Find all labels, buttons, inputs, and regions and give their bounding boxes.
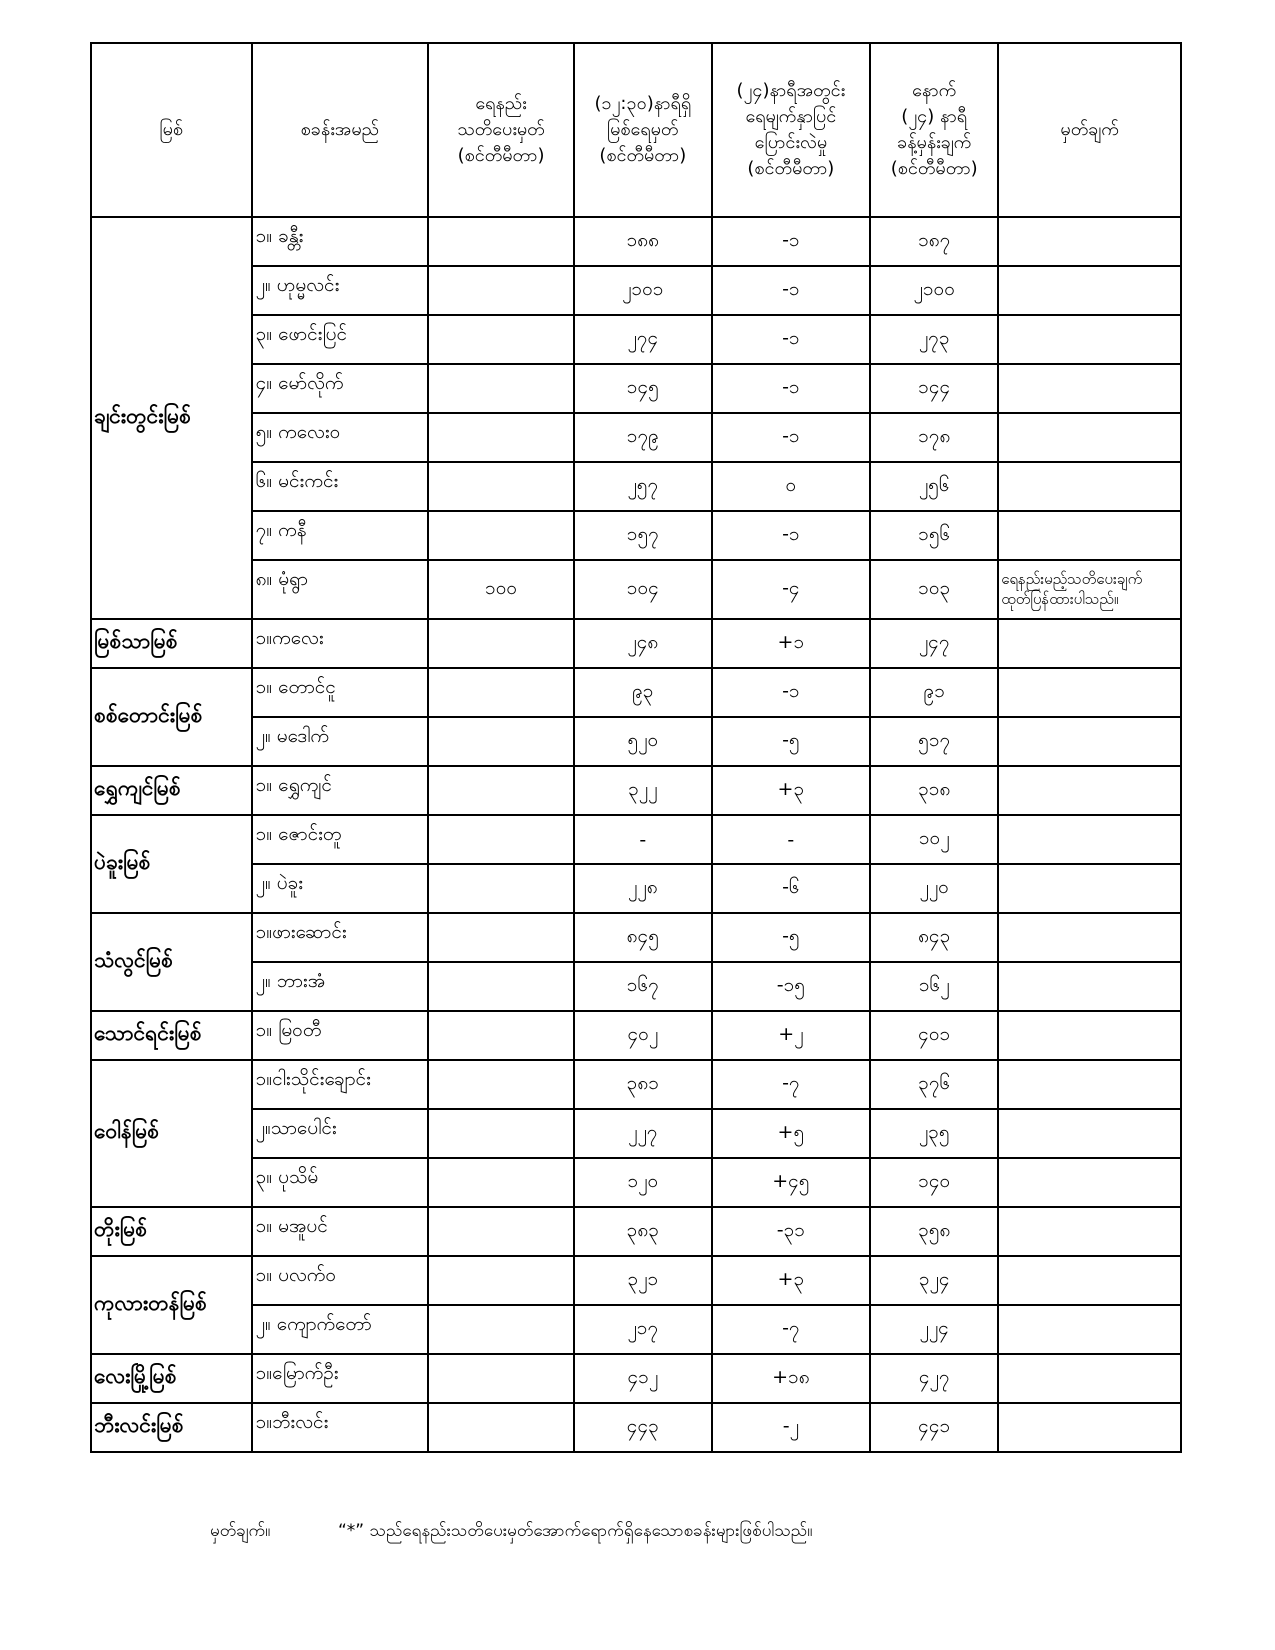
table-row [91,717,1181,766]
change-cell: +၃ [712,1256,871,1305]
footnote [210,1520,812,1545]
current-level-cell: ၈၄၅ [574,913,712,962]
table-row [91,560,1181,619]
current-level-cell: ၂၂၇ [574,1109,712,1158]
header-24h-forecast-line: (စင်တီမီတာ) [890,158,978,180]
remark-cell [998,1403,1181,1452]
low-warning-cell [428,1011,574,1060]
low-warning-cell [428,315,574,364]
low-warning-cell [428,815,574,864]
forecast-cell: ၅၁၇ [870,717,998,766]
remark-cell [998,1109,1181,1158]
river-name: ကုလားတန်မြစ် [91,1256,252,1354]
current-level-cell: ၃၈၃ [574,1207,712,1256]
header-24h-change-line: ပြောင်းလဲမှု [754,132,828,153]
table-row [91,668,1181,717]
river-name: သံလွင်မြစ် [91,913,252,1011]
table-row [91,913,1181,962]
header-low-warning-line: ရေနည်း [475,92,527,114]
change-cell: -၆ [712,864,871,913]
change-cell: -၇ [712,1305,871,1354]
table-row [91,1354,1181,1403]
river-name: တိုးမြစ် [91,1207,252,1256]
remark-cell [998,1305,1181,1354]
forecast-cell: ၄၂၇ [870,1354,998,1403]
station-name: ၂။ ကျောက်တော် [252,1305,428,1354]
remark-cell [998,560,1181,619]
forecast-cell: ၁၄၄ [870,364,998,413]
forecast-cell: ၄၀၁ [870,1011,998,1060]
current-level-cell: ၁၆၇ [574,962,712,1011]
header-current-level-line: မြစ်ရေမှတ် [607,118,679,140]
change-cell: -၄ [712,560,871,619]
forecast-cell: ၁၆၂ [870,962,998,1011]
river-name: ချင်းတွင်းမြစ် [91,217,252,619]
remark-cell [998,266,1181,315]
table-row [91,266,1181,315]
table-row [91,1403,1181,1452]
header-24h-forecast-line: ခန့်မှန်းချက် [897,132,972,153]
station-name: ၁။ဘီးလင်း [252,1403,428,1452]
station-name: ၇။ ကနီ [252,511,428,560]
current-level-cell: ၁၀၄ [574,560,712,619]
header-current-level-line: (၁၂:၃၀)နာရီရှိ [594,92,692,114]
river-name: ရွှေကျင်မြစ် [91,766,252,815]
change-cell: +၃ [712,766,871,815]
low-warning-cell [428,962,574,1011]
table-row [91,1060,1181,1109]
forecast-cell: ၂၂၀ [870,864,998,913]
station-name: ၂။ ပဲခူး [252,864,428,913]
remark-cell [998,1207,1181,1256]
station-name: ၁။ ရွှေကျင် [252,766,428,815]
table-row [91,864,1181,913]
station-name: ၈။ မုံရွာ [252,560,428,619]
station-name: ၄။ မော်လိုက် [252,364,428,413]
forecast-cell: ၁၈၇ [870,217,998,266]
change-cell: -၁ [712,217,871,266]
remark-cell [998,511,1181,560]
low-warning-cell: ၁၀၀ [428,560,574,619]
header-remark-line: မှတ်ချက် [1060,118,1119,140]
table-row [91,1207,1181,1256]
station-name: ၁။ ဇောင်းတူ [252,815,428,864]
table-row [91,1256,1181,1305]
low-warning-cell [428,1403,574,1452]
table-row [91,1158,1181,1207]
current-level-cell: ၃၈၁ [574,1060,712,1109]
current-level-cell: ၂၂၈ [574,864,712,913]
forecast-cell: ၂၇၃ [870,315,998,364]
station-name: ၆။ မင်းကင်း [252,462,428,511]
low-warning-cell [428,1109,574,1158]
remark-cell [998,217,1181,266]
change-cell: -၇ [712,1060,871,1109]
header-24h-change-line: (၂၄)နာရီအတွင်း [736,79,846,101]
header-24h-change-line: ရေမျက်နှာပြင် [745,105,837,127]
station-name: ၂။ မဒေါက် [252,717,428,766]
station-name: ၂။ ဟုမ္မလင်း [252,266,428,315]
change-cell: +၁၈ [712,1354,871,1403]
table-row [91,1305,1181,1354]
current-level-cell: ၂၅၇ [574,462,712,511]
table-row [91,413,1181,462]
change-cell: -၁ [712,668,871,717]
table-row [91,462,1181,511]
low-warning-cell [428,217,574,266]
header-current-level-line: (စင်တီမီတာ) [599,145,687,167]
change-cell: +၅ [712,1109,871,1158]
low-warning-cell [428,766,574,815]
change-cell: -၃၁ [712,1207,871,1256]
change-cell: -၅ [712,717,871,766]
change-cell: ၀ [712,462,871,511]
station-name: ၁။ဖားဆောင်း [252,913,428,962]
change-cell: -၅ [712,913,871,962]
current-level-cell: ၅၂၀ [574,717,712,766]
header-24h-change-line: (စင်တီမီတာ) [747,158,835,180]
river-name: ဘီးလင်းမြစ် [91,1403,252,1452]
remark-cell [998,864,1181,913]
table-row [91,364,1181,413]
change-cell: - [712,815,871,864]
change-cell: -၁ [712,364,871,413]
current-level-cell: ၄၀၂ [574,1011,712,1060]
table-row [91,1011,1181,1060]
forecast-cell: ၃၅၈ [870,1207,998,1256]
remark-cell [998,962,1181,1011]
remark-line: ရေနည်းမည့်သတိပေးချက် [1001,570,1143,588]
remark-cell [998,315,1181,364]
forecast-cell: ၁၀၂ [870,815,998,864]
forecast-cell: ၂၅၆ [870,462,998,511]
station-name: ၁။ တောင်ငူ [252,668,428,717]
header-station-line: စခန်းအမည် [300,118,380,140]
change-cell: +၁ [712,619,871,668]
remark-cell [998,766,1181,815]
remark-cell [998,364,1181,413]
low-warning-cell [428,413,574,462]
forecast-cell: ၄၄၁ [870,1403,998,1452]
header-24h-forecast [870,43,998,217]
remark-cell [998,1011,1181,1060]
header-24h-forecast-line: (၂၄) နာရီ [901,105,968,127]
change-cell: -၁ [712,413,871,462]
river-name: မြစ်သာမြစ် [91,619,252,668]
header-current-level [574,43,712,217]
table-row [91,217,1181,266]
forecast-cell: ၉၁ [870,668,998,717]
header-24h-forecast-line: နောက် [912,79,957,101]
station-name: ၁။ ခန္တီး [252,217,428,266]
table-body [91,217,1181,1452]
change-cell: +၂ [712,1011,871,1060]
river-name: လေးမြို့မြစ် [91,1354,252,1403]
footnote-label: မှတ်ချက်။ [210,1521,271,1541]
change-cell: -၁ [712,511,871,560]
river-name: သောင်ရင်းမြစ် [91,1011,252,1060]
remark-cell [998,913,1181,962]
station-name: ၁။ ပလက်ဝ [252,1256,428,1305]
current-level-cell: ၉၃ [574,668,712,717]
low-warning-cell [428,511,574,560]
forecast-cell: ၃၇၆ [870,1060,998,1109]
current-level-cell: ၁၂၀ [574,1158,712,1207]
change-cell: -၁ [712,266,871,315]
current-level-cell: ၁၇၉ [574,413,712,462]
footnote-text: “*” သည်ရေနည်းသတိပေးမှတ်အောက်ရောက်ရှိနေသောစခန်းများဖြစ်ပါသည်။ [338,1521,813,1541]
river-level-table [90,42,1182,1453]
remark-line: ထုတ်ပြန်ထားပါသည်။ [1001,589,1119,608]
low-warning-cell [428,619,574,668]
low-warning-cell [428,462,574,511]
current-level-cell: - [574,815,712,864]
forecast-cell: ၁၄၀ [870,1158,998,1207]
remark-cell [998,717,1181,766]
station-name: ၂။ ဘားအံ [252,962,428,1011]
river-name: ပဲခူးမြစ် [91,815,252,913]
change-cell: -၁ [712,315,871,364]
current-level-cell: ၁၈၈ [574,217,712,266]
header-river [91,43,252,217]
table-row [91,315,1181,364]
remark-cell [998,1256,1181,1305]
change-cell: +၄၅ [712,1158,871,1207]
table-row [91,619,1181,668]
low-warning-cell [428,1354,574,1403]
river-name: ဝေါန်မြစ် [91,1060,252,1207]
low-warning-cell [428,864,574,913]
current-level-cell: ၂၁၇ [574,1305,712,1354]
change-cell: -၁၅ [712,962,871,1011]
header-station [252,43,428,217]
forecast-cell: ၂၄၇ [870,619,998,668]
station-name: ၁။မြောက်ဦး [252,1354,428,1403]
low-warning-cell [428,1207,574,1256]
table-row [91,1109,1181,1158]
forecast-cell: ၃၁၈ [870,766,998,815]
forecast-cell: ၈၄၃ [870,913,998,962]
remark-cell [998,668,1181,717]
table-row [91,962,1181,1011]
low-warning-cell [428,717,574,766]
current-level-cell: ၄၁၂ [574,1354,712,1403]
current-level-cell: ၂၁၀၁ [574,266,712,315]
low-warning-cell [428,1305,574,1354]
forecast-cell: ၁၅၆ [870,511,998,560]
forecast-cell: ၁၇၈ [870,413,998,462]
remark-cell [998,1158,1181,1207]
current-level-cell: ၁၅၇ [574,511,712,560]
change-cell: -၂ [712,1403,871,1452]
header-low-warning-line: (စင်တီမီတာ) [457,145,545,167]
header-low-warning [428,43,574,217]
low-warning-cell [428,1060,574,1109]
current-level-cell: ၂၇၄ [574,315,712,364]
station-name: ၁။ မအူပင် [252,1207,428,1256]
low-warning-cell [428,1256,574,1305]
forecast-cell: ၂၁၀၀ [870,266,998,315]
station-name: ၅။ ကလေးဝ [252,413,428,462]
forecast-cell: ၂၃၅ [870,1109,998,1158]
remark-cell [998,1060,1181,1109]
station-name: ၂။သာပေါင်း [252,1109,428,1158]
header-low-warning-line: သတိပေးမှတ် [457,118,545,140]
table-row [91,511,1181,560]
forecast-cell: ၂၂၄ [870,1305,998,1354]
current-level-cell: ၁၄၅ [574,364,712,413]
remark-cell [998,619,1181,668]
remark-cell [998,1354,1181,1403]
current-level-cell: ၄၄၃ [574,1403,712,1452]
header-remark [998,43,1181,217]
low-warning-cell [428,668,574,717]
low-warning-cell [428,913,574,962]
low-warning-cell [428,266,574,315]
table-row [91,766,1181,815]
station-name: ၃။ ဖောင်းပြင် [252,315,428,364]
low-warning-cell [428,364,574,413]
header-river-line: မြစ် [159,118,184,140]
remark-cell [998,815,1181,864]
remark-cell [998,413,1181,462]
remark-cell [998,462,1181,511]
station-name: ၁။ကလေး [252,619,428,668]
station-name: ၁။ မြဝတီ [252,1011,428,1060]
header-row [91,43,1181,217]
low-warning-cell [428,1158,574,1207]
current-level-cell: ၃၂၂ [574,766,712,815]
river-name: စစ်တောင်းမြစ် [91,668,252,766]
station-name: ၁။ငါးသိုင်းချောင်း [252,1060,428,1109]
table-row [91,815,1181,864]
current-level-cell: ၂၄၈ [574,619,712,668]
header-24h-change [712,43,871,217]
station-name: ၃။ ပုသိမ် [252,1158,428,1207]
forecast-cell: ၁၀၃ [870,560,998,619]
forecast-cell: ၃၂၄ [870,1256,998,1305]
current-level-cell: ၃၂၁ [574,1256,712,1305]
